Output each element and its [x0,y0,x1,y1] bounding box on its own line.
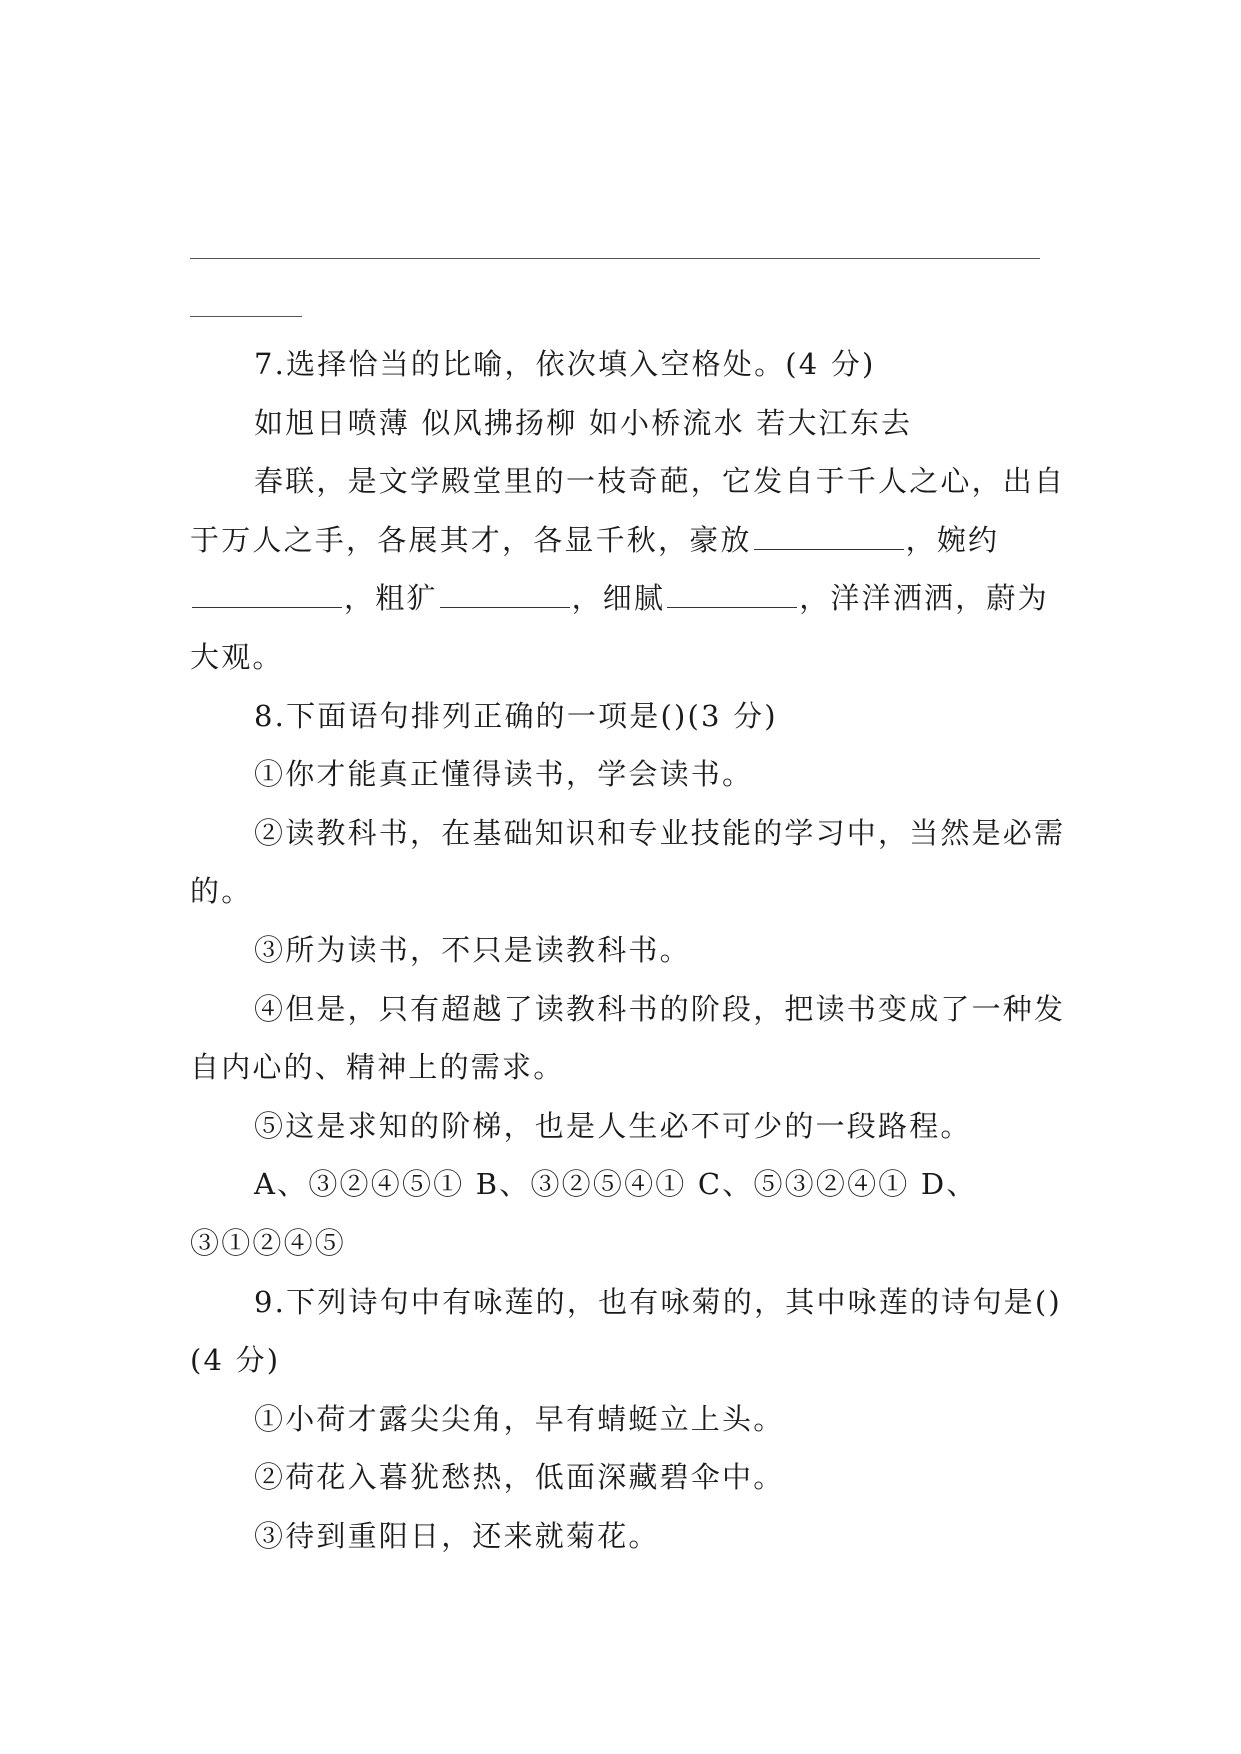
q9-stem: 9.下列诗句中有咏莲的，也有咏菊的，其中咏莲的诗句是()(4 分) [190,1284,1062,1378]
q7-stem: 7.选择恰当的比喻，依次填入空格处。(4 分) [254,347,876,381]
q8-choices: A、③②④⑤① B、③②⑤④① C、⑤③②④① D、③①②④⑤ [190,1167,978,1260]
q7-options: 如旭日喷薄 似风拂扬柳 如小桥流水 若大江东去 [254,405,913,440]
q8-sentence-3: ③所为读书，不只是读教科书。 [254,932,691,967]
fill-blank[interactable] [754,548,904,550]
q8-sentence-4: ④但是，只有超越了读教科书的阶段，把读书变成了一种发自内心的、精神上的需求。 [190,991,1066,1085]
fill-blank[interactable] [667,606,797,608]
q7-passage-text: 春联，是文学殿堂里的一枝奇葩，它发自于千人之心，出自于万人之手，各展其才，各显千秋，豪放 [190,464,1066,557]
fill-blank[interactable] [440,606,570,608]
answer-line-end [190,316,302,317]
q9-poem-3: ③待到重阳日，还来就菊花。 [254,1518,660,1553]
q7-passage-text: ，婉约 [905,522,1000,557]
q8-sentence-5: ⑤这是求知的阶梯，也是人生必不可少的一段路程。 [254,1108,972,1143]
q7-passage-text: ，粗犷 [344,581,438,616]
q8-sentence-2: ②读教科书，在基础知识和专业技能的学习中，当然是必需的。 [190,815,1066,909]
q7-passage-text: ，洋洋洒洒，蔚为大观。 [190,581,1049,674]
document-body [190,335,1070,1565]
q8-sentence-1: ①你才能真正懂得读书，学会读书。 [254,757,754,792]
q9-poem-1: ①小荷才露尖尖角，早有蜻蜓立上头。 [254,1401,785,1436]
answer-line [190,258,1040,259]
q9-poem-2: ②荷花入暮犹愁热，低面深藏碧伞中。 [254,1460,785,1495]
q8-stem: 8.下面语句排列正确的一项是()(3 分) [254,698,778,733]
q7-passage [190,452,1070,686]
fill-blank[interactable] [192,606,342,608]
q7-passage-text: ，细腻 [571,581,666,616]
